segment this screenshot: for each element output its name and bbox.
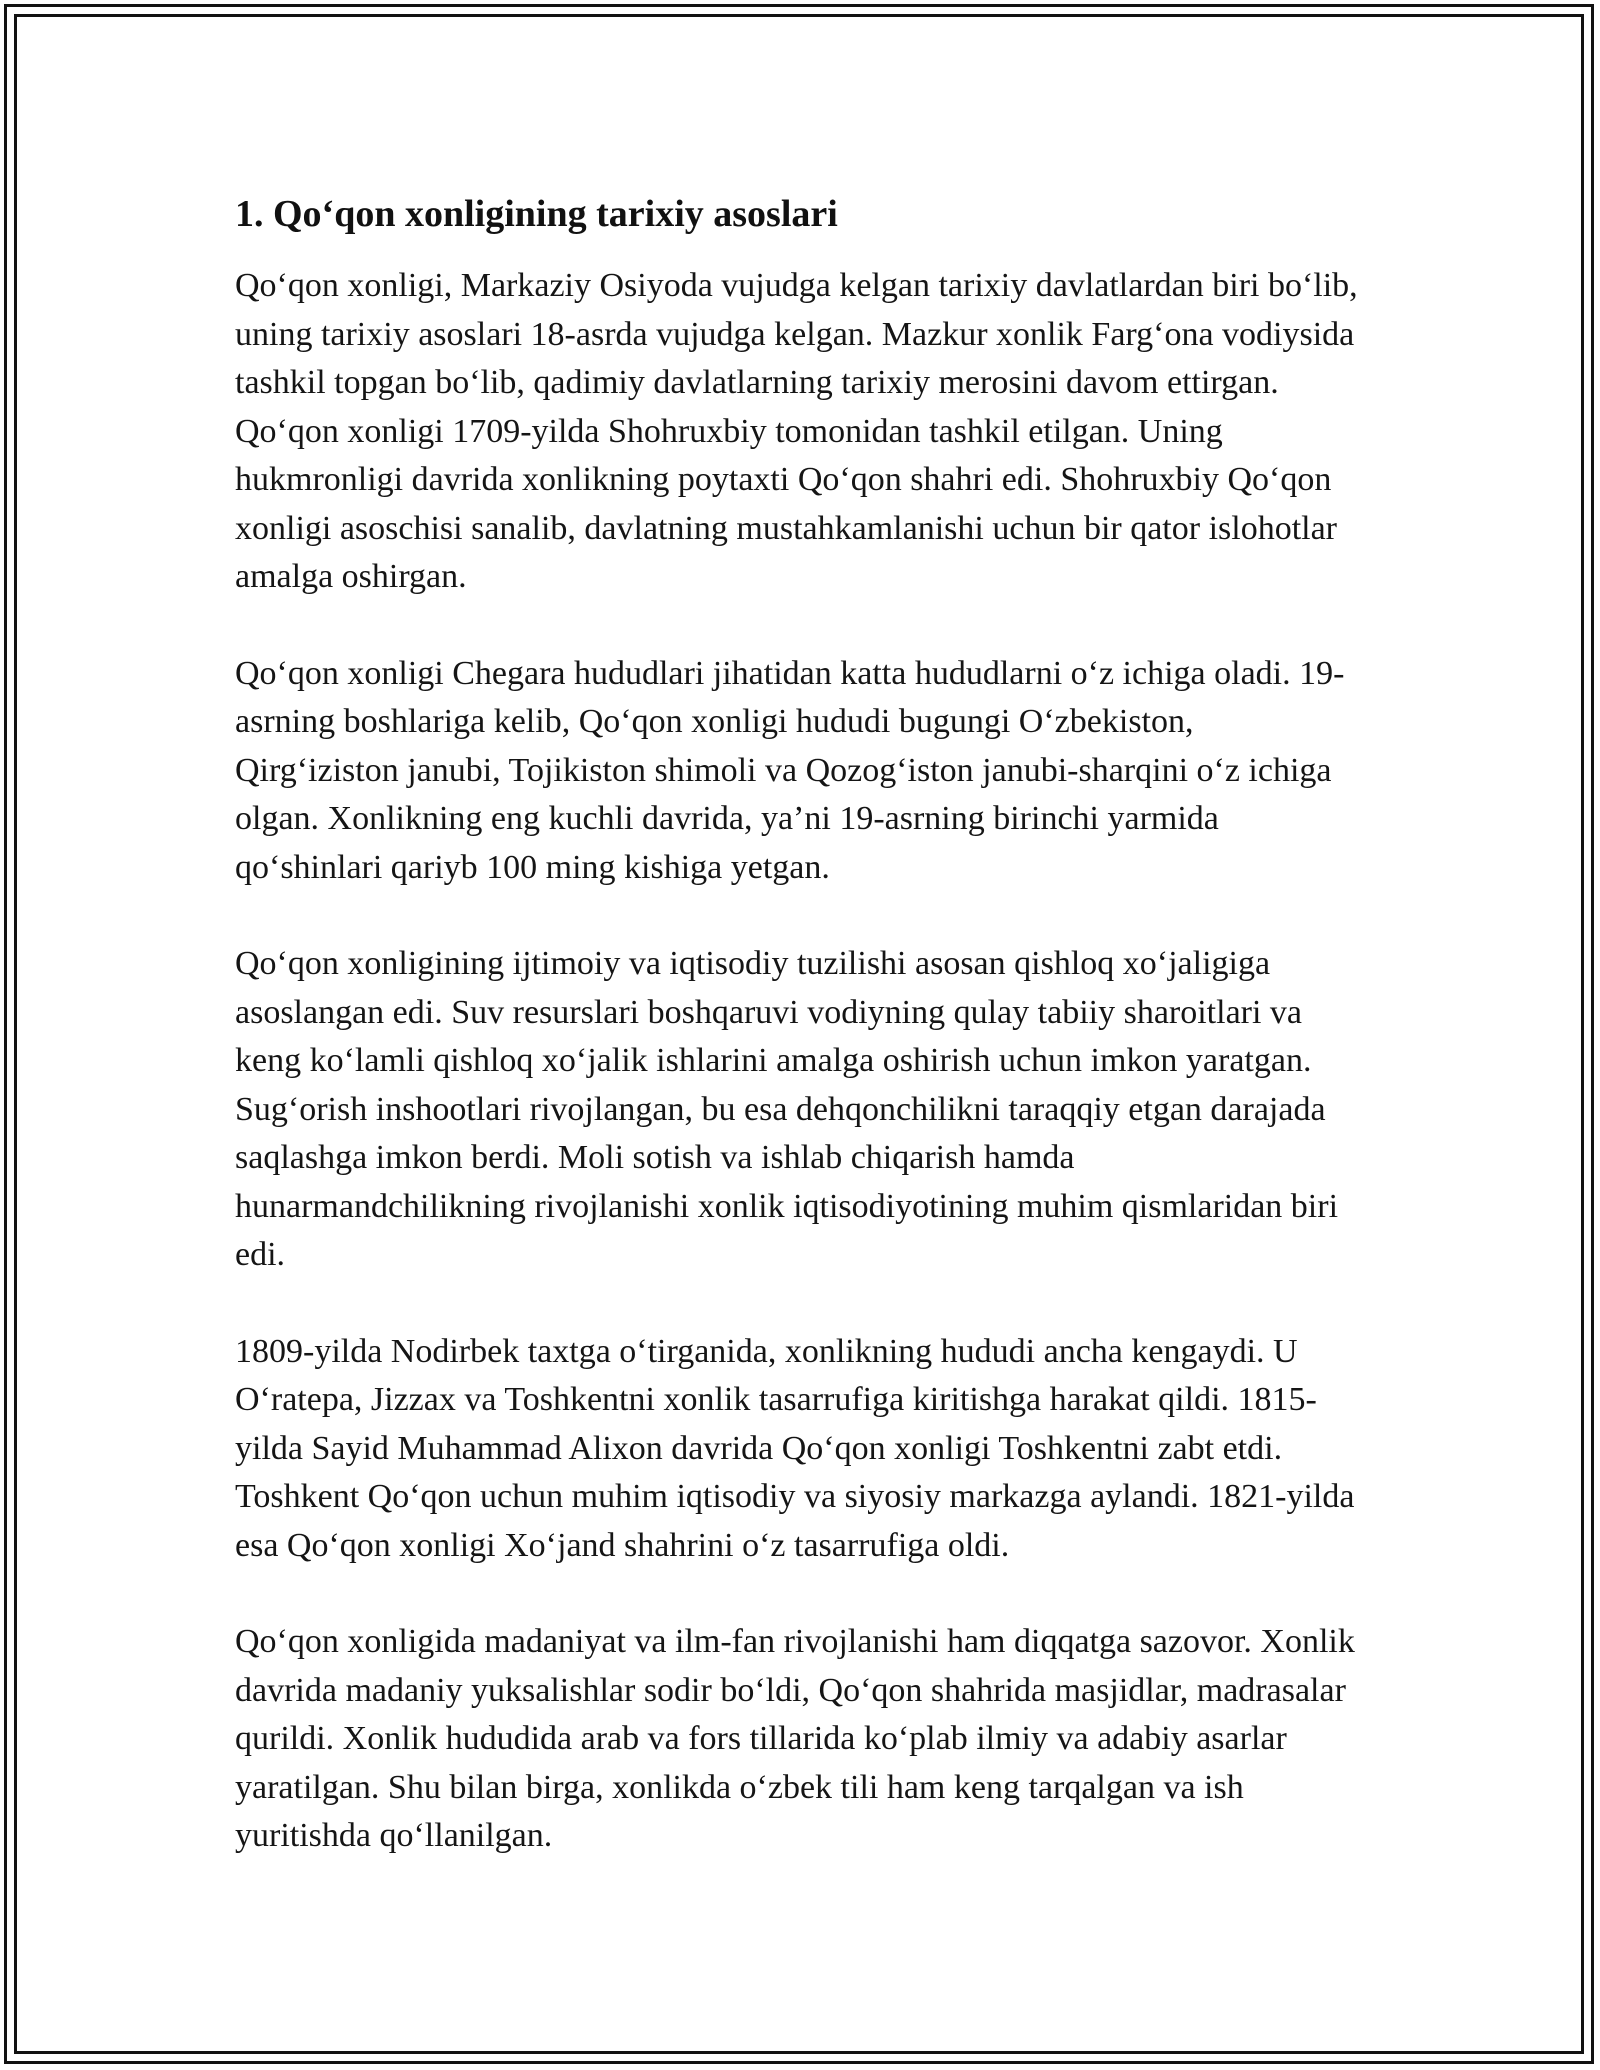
paragraph-3: Qo‘qon xonligining ijtimoiy va iqtisodiy tuzilishi asosan qishloq xo‘jaligiga asoslangan edi. Suv resurslari boshqaruvi vodiyning qulay tabiiy sharoitlari va keng ko‘lamli qishloq xo‘jalik ishlarini amalga oshirish uchun imkon yaratgan. Sug‘orish inshootlari rivojlangan, bu esa dehqonchilikni taraqqiy etgan darajada saqlashga imkon berdi. Moli sotish va ishlab chiqarish hamda hunarmandchilikning rivojlanishi xonlik iqtisodiyotining muhim qismlaridan biri edi. <box>235 945 1339 1273</box>
paragraph-2: Qo‘qon xonligi Chegara hududlari jihatidan katta hududlarni o‘z ichiga oladi. 19-asrning boshlariga kelib, Qo‘qon xonligi hududi bugungi O‘zbekiston, Qirg‘iziston janubi, Tojikiston shimoli va Qozog‘iston janubi-sharqini o‘z ichiga olgan. Xonlikning eng kuchli davrida, ya’ni 19-asrning birinchi yarmida qo‘shinlari qariyb 100 ming kishiga yetgan. <box>235 654 1345 886</box>
paragraph-5: Qo‘qon xonligida madaniyat va ilm-fan rivojlanishi ham diqqatga sazovor. Xonlik davrida madaniy yuksalishlar sodir bo‘ldi, Qo‘qon shahrida masjidlar, madrasalar qurildi. Xonlik hududida arab va fors tillarida ko‘plab ilmiy va adabiy asarlar yaratilgan. Shu bilan birga, xonlikda o‘zbek tili ham keng tarqalgan va ish yuritishda qo‘llanilgan. <box>235 1623 1355 1854</box>
paragraph-1: Qo‘qon xonligi, Markaziy Osiyoda vujudga kelgan tarixiy davlatlardan biri bo‘lib, uning tarixiy asoslari 18-asrda vujudga kelgan. Mazkur xonlik Farg‘ona vodiysida tashkil topgan bo‘lib, qadimiy davlatlarning tarixiy merosini davom ettirgan. Qo‘qon xonligi 1709-yilda Shohruxbiy tomonidan tashkil etilgan. Uning hukmronligi davrida xonlikning poytaxti Qo‘qon shahri edi. Shohruxbiy Qo‘qon xonligi asoschisi sanalib, davlatning mustahkamlanishi uchun bir qator islohotlar amalga oshirgan. <box>235 267 1358 595</box>
section-heading: 1. Qo‘qon xonligining tarixiy asoslari <box>235 193 838 235</box>
paragraph-4: 1809-yilda Nodirbek taxtga o‘tirganida, xonlikning hududi ancha kengaydi. U O‘ratepa, Jizzax va Toshkentni xonlik tasarrufiga kiritishga harakat qildi. 1815-yilda Sayid Muhammad Alixon davrida Qo‘qon xonligi Toshkentni zabt etdi. Toshkent Qo‘qon uchun muhim iqtisodiy va siyosiy markazga aylandi. 1821-yilda esa Qo‘qon xonligi Xo‘jand shahrini o‘z tasarrufiga oldi. <box>235 1332 1355 1564</box>
document-body <box>235 188 1365 1909</box>
